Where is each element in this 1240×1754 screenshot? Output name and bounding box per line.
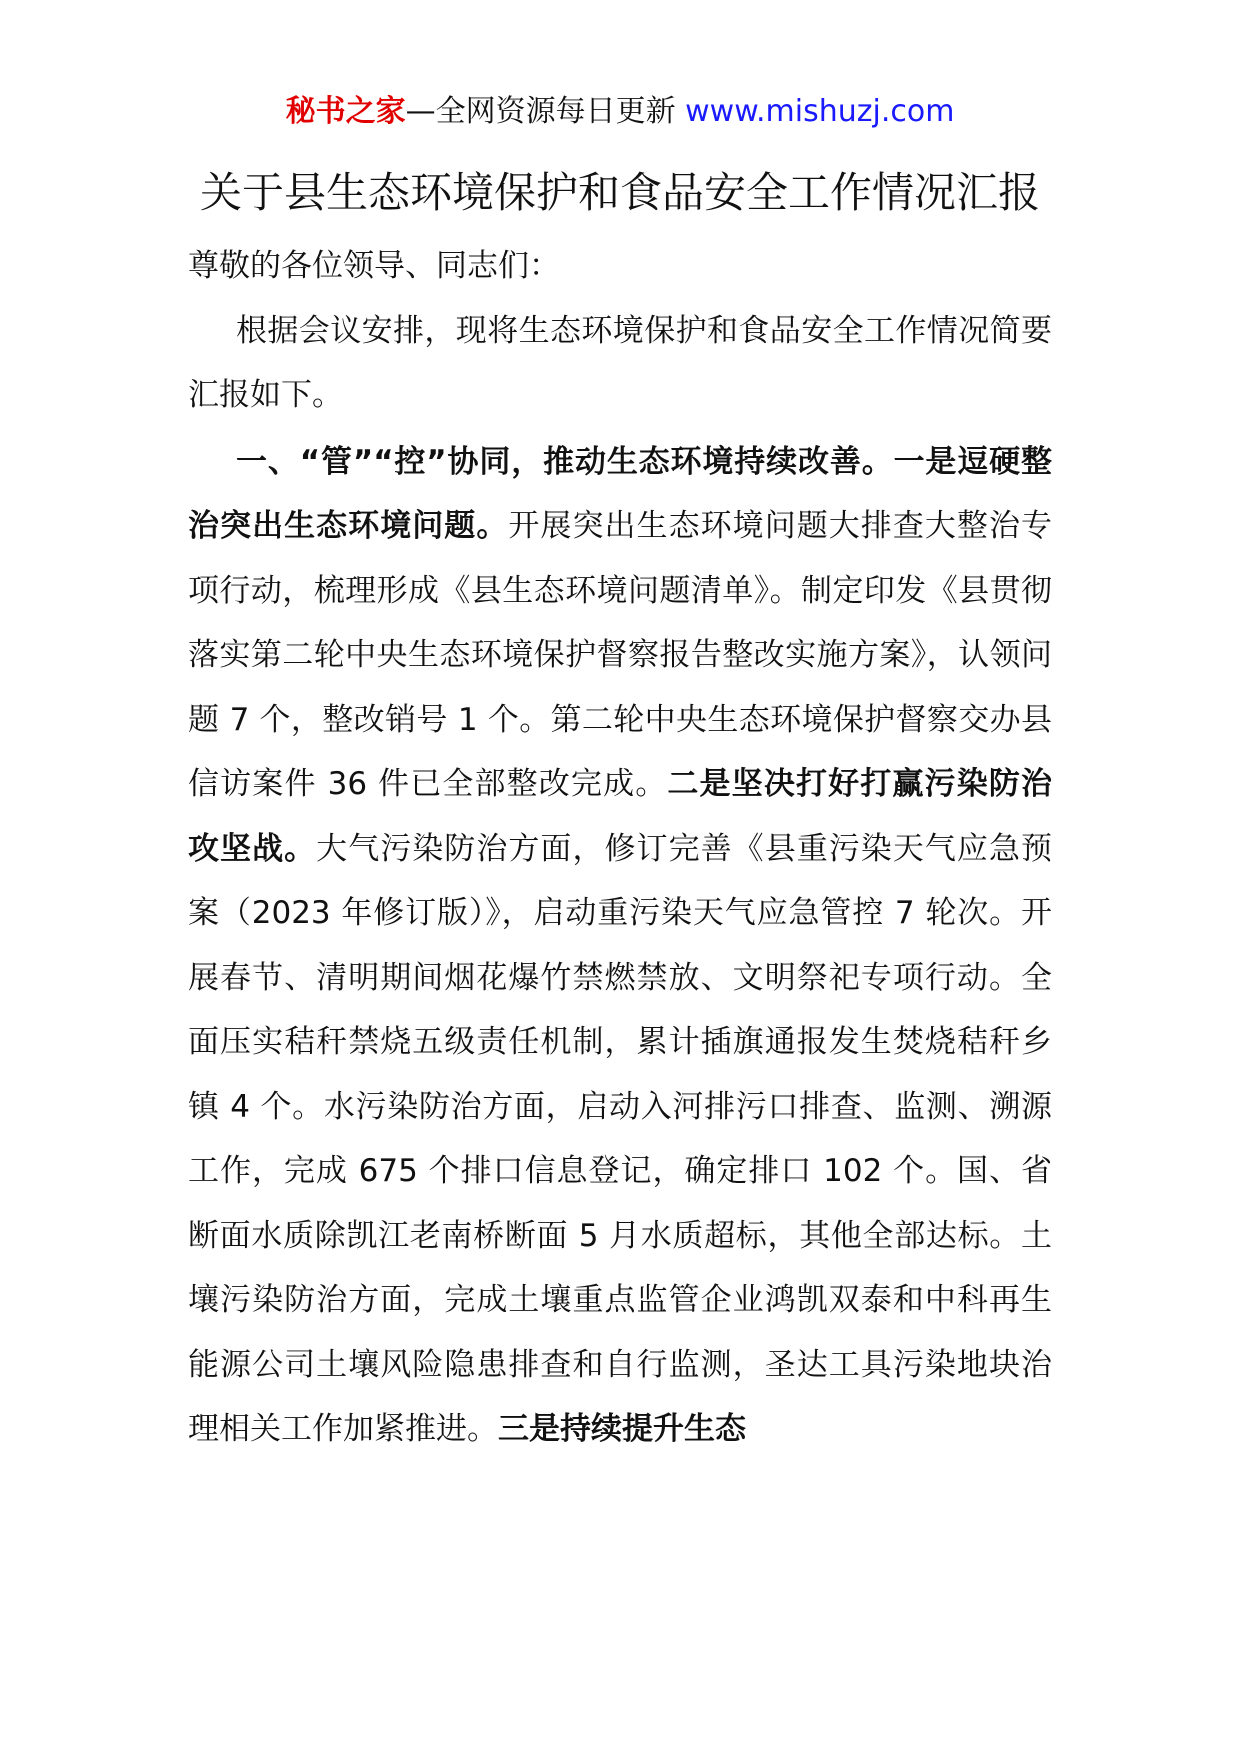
site-tagline: —全网资源每日更新: [405, 94, 686, 129]
point-one-title: 一是逗硬整治突出生态环境问题。: [188, 443, 1053, 544]
document-title: 关于县生态环境保护和食品安全工作情况汇报: [199, 168, 1040, 217]
brand-name: 秘书之家: [285, 94, 406, 129]
intro-paragraph: 根据会议安排，现将生态环境保护和食品安全工作情况简要汇报如下。: [188, 312, 1052, 413]
section-one-paragraph: [188, 430, 1052, 1462]
point-three-title: 三是持续提升生态: [498, 1411, 746, 1447]
site-header: [0, 92, 1240, 132]
point-one-text: 开展突出生态环境问题大排查大整治专项行动，梳理形成《县生态环境问题清单》。制定印发《县贯彻落实第二轮中央生态环境保护督察报告整改实施方案》，认领问题 7 个，整改销号 1 个。第二轮中央生态环境保护督察交办县信访案件 36 件已全部整改完成。: [188, 508, 1053, 802]
section-one-heading: 一、“管”“控”协同，推动生态环境持续改善。: [236, 443, 894, 480]
document-body: [188, 234, 1052, 1462]
point-two-title: 二是坚决打好打赢污染防治攻坚战。: [188, 766, 1053, 867]
salutation: 尊敬的各位领导、同志们：: [188, 248, 560, 284]
point-two-text: 大气污染防治方面，修订完善《县重污染天气应急预案（2023 年修订版）》，启动重污染天气应急管控 7 轮次。开展春节、清明期间烟花爆竹禁燃禁放、文明祭祀专项行动。全面压实秸秆禁烧五级责任机制，累计插旗通报发生焚烧秸秆乡镇 4 个。水污染防治方面，启动入河排污口排查、监测、溯源工作，完成 675 个排口信息登记，确定排口 102 个。国、省断面水质除凯江老南桥断面 5 月水质超标，其他全部达标。土壤污染防治方面，完成土壤重点监管企业鸿凯双泰和中科再生能源公司土壤风险隐患排查和自行监测，圣达工具污染地块治理相关工作加紧推进。: [188, 830, 1052, 1447]
site-url-link[interactable]: www.mishuzj.com: [685, 94, 955, 129]
